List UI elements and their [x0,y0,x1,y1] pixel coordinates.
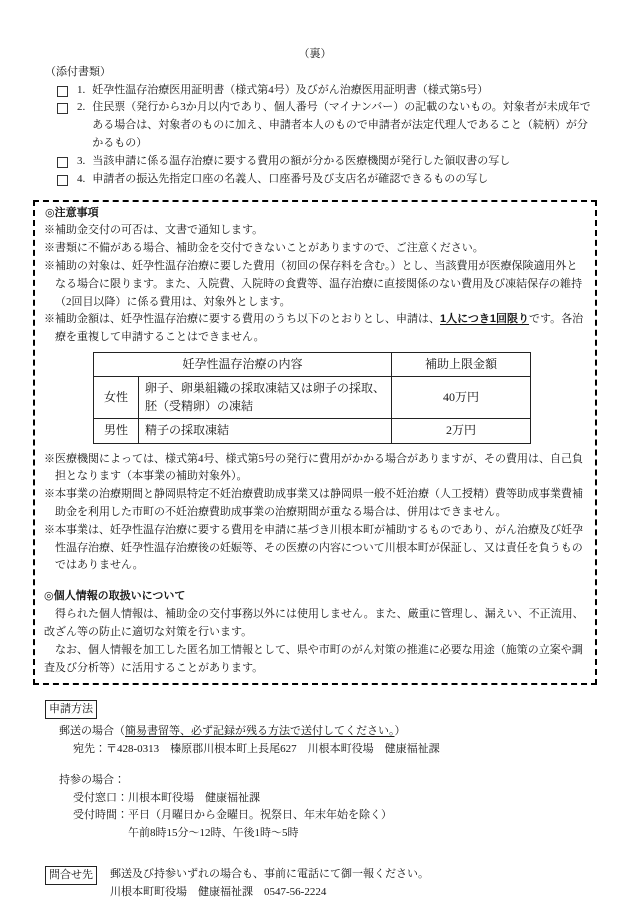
checkbox-icon[interactable] [57,103,68,114]
notice-line: ※書類に不備がある場合、補助金を交付できないことがありますので、ご注意ください。 [44,242,484,255]
cell-amount: 2万円 [392,419,531,443]
table-header-amount: 補助上限金額 [392,353,531,377]
notice-box [33,200,597,686]
contact-body [110,866,429,902]
checkbox-icon[interactable] [57,86,68,97]
reception-hours-line: 受付時間：平日（月曜日から金曜日。祝祭日、年末年始を除く） [73,809,392,822]
item-text: 住民票（発行から3か月以内であり、個人番号（マイナンバー）の記載のないもの。対象者が未成年である場合は、対象者のものに加え、申請者本人のもので申請者が法定代理人であること（続柄）が分かるもの） [92,101,591,150]
contact-section [45,866,597,902]
personal-info-title: ◎個人情報の取扱いについて [44,590,186,603]
cell-treatment: 精子の採取凍結 [139,419,392,443]
notice-line: ※本事業は、妊孕性温存治療に要する費用を申請に基づき川根本町が補助するものであり、がん治療及び妊孕性温存治療、妊孕性温存治療後の妊娠等、その医療の内容について川根本町が保証し、又は責任を負うものではありません。 [44,523,583,572]
notice-line: ※補助の対象は、妊孕性温存治療に要した費用（初回の保存料を含む。）とし、当該費用が医療保険適用外となる場合に限ります。また、入院費、入院時の食費等、温存治療に直接関係のない費用及び凍結保存の維持（2回目以降）に係る費用は、対象外とします。 [44,259,583,308]
checklist-item [57,82,597,100]
attachments-checklist [57,82,597,189]
checkbox-icon[interactable] [57,157,68,168]
limit-note-suffix: です。各治療を重複して申請することはできません。 [55,313,584,344]
attachments-title: （添付書類） [45,65,111,78]
item-number: 4. [77,172,86,185]
item-text: 妊孕性温存治療医用証明書（様式第4号）及びがん治療医用証明書（様式第5号） [92,83,489,96]
item-text: 申請者の振込先指定口座の名義人、口座番号及び支店名が確認できるものの写し [92,172,489,185]
mail-address-line: 宛先：〒428-0313 榛原郡川根本町上長尾627 川根本町役場 健康福祉課 [73,742,440,755]
notice-line-limit [44,311,586,347]
page-side-label: （裏） [298,48,332,60]
checkbox-icon[interactable] [57,175,68,186]
personal-info-paragraph: なお、個人情報を加工した匿名加工情報として、県や市町のがん対策の推進に必要な用途（施策の立案や調査及び分析等）に活用することがあります。 [44,643,583,674]
item-number: 2. [77,101,86,114]
subsidy-table [93,352,531,444]
contact-instruction-line: 郵送及び持参いずれの場合も、事前に電話にて御一報ください。 [110,868,429,880]
bring-method-line: 持参の場合： [59,773,125,786]
notice-line: ※補助金交付の可否は、文書で通知します。 [44,224,264,237]
cell-treatment: 卵子、卵巣組織の採取凍結又は卵子の採取、胚（受精卵）の凍結 [139,377,392,419]
item-text: 当該申請に係る温存治療に要する費用の額が分かる医療機関が発行した領収書の写し [92,154,511,167]
cell-gender: 女性 [94,377,139,419]
reception-hours-time-line: 午前8時15分〜12時、午後1時〜5時 [128,827,299,840]
cell-gender: 男性 [94,419,139,443]
application-method-section [45,700,597,843]
mail-prefix: 郵送の場合（ [59,725,125,738]
application-method-label: 申請方法 [45,700,97,719]
limit-note-emphasis: 1人につき1回限り [440,313,530,326]
checklist-item [57,171,597,189]
personal-info-paragraph: 得られた個人情報は、補助金の交付事務以外には使用しません。また、厳重に管理し、漏えい、不正流用、改ざん等の防止に適切な対策を行います。 [44,608,584,638]
checklist-item [57,99,597,152]
mail-instruction-underlined: 簡易書留等、必ず記録が残る方法で送付してください。 [125,725,395,738]
item-number: 1. [77,83,86,96]
notice-title: ◎注意事項 [45,206,99,219]
reception-window-line: 受付窓口：川根本町役場 健康福祉課 [73,791,260,804]
contact-label: 問合せ先 [45,866,97,885]
cell-amount: 40万円 [392,377,531,419]
mail-method-line [59,723,597,741]
table-header-row [94,353,531,377]
mail-suffix: ） [394,725,406,738]
table-row [94,419,531,443]
notice-line: ※医療機関によっては、様式第4号、様式第5号の発行に費用がかかる場合がありますが、その費用は、自己負担となります（本事業の補助対象外）。 [44,452,583,483]
item-number: 3. [77,154,86,167]
contact-phone-line: 川根本町町役場 健康福祉課 0547-56-2224 [110,885,327,898]
limit-note-prefix: ※補助金額は、妊孕性温存治療に要する費用のうち以下のとおりとし、申請は、 [44,313,440,326]
notice-line: ※本事業の治療期間と静岡県特定不妊治療費助成事業又は静岡県一般不妊治療（人工授精）費等助成事業費補助金を利用した市町の不妊治療費助成事業の治療期間が重なる場合は、併用はできません。 [44,488,583,518]
checklist-item [57,153,597,171]
table-header-treatment: 妊孕性温存治療の内容 [94,353,392,377]
table-row [94,377,531,419]
